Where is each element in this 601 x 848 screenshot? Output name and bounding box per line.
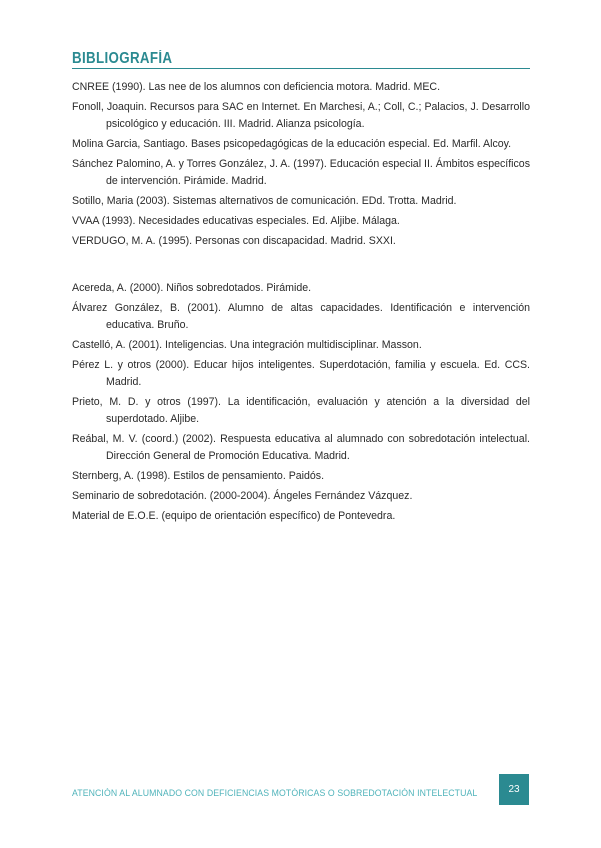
reference-entry: Sotillo, Maria (2003). Sistemas alternativos de comunicación. EDd. Trotta. Madrid. [72, 195, 457, 207]
reference-entry: Material de E.O.E. (equipo de orientación específico) de Pontevedra. [72, 510, 396, 522]
reference-entry: Álvarez González, B. (2001). Alumno de altas capacidades. Identificación e intervención educativa. Bruño. [72, 302, 530, 331]
reference-entry: Seminario de sobredotación. (2000-2004). Ángeles Fernández Vázquez. [72, 490, 413, 502]
section-heading [72, 50, 530, 69]
reference-entry: Pérez L. y otros (2000). Educar hijos inteligentes. Superdotación, familia y escuela. Ed. CCS. Madrid. [72, 359, 530, 388]
reference-entry: VVAA (1993). Necesidades educativas especiales. Ed. Aljibe. Málaga. [72, 215, 400, 227]
reference-entry: CNREE (1990). Las nee de los alumnos con deficiencia motora. Madrid. MEC. [72, 81, 441, 93]
page-number-badge: 23 [499, 774, 529, 805]
reference-entry: VERDUGO, M. A. (1995). Personas con discapacidad. Madrid. SXXI. [72, 235, 396, 247]
reference-entry: Fonoll, Joaquin. Recursos para SAC en Internet. En Marchesi, A.; Coll, C.; Palacios, J. Desarrollo psicológico y educación. III. Madrid. Alianza psicología. [72, 101, 530, 130]
group-spacer [72, 253, 530, 280]
reference-entry: Reábal, M. V. (coord.) (2002). Respuesta educativa al alumnado con sobredotación intelectual. Dirección General de Promoción Educativa. Madrid. [72, 433, 530, 462]
section-heading-text: BIBLIOGRAFÍA [72, 50, 173, 67]
reference-entry: Castelló, A. (2001). Inteligencias. Una integración multidisciplinar. Masson. [72, 339, 422, 351]
reference-entry: Prieto, M. D. y otros (1997). La identificación, evaluación y atención a la diversidad del superdotado. Aljibe. [72, 396, 530, 425]
reference-entry: Sánchez Palomino, A. y Torres González, J. A. (1997). Educación especial II. Ámbitos específicos de intervención. Pirámide. Madrid. [72, 158, 530, 187]
reference-entry: Sternberg, A. (1998). Estilos de pensamiento. Paidós. [72, 470, 325, 482]
reference-entry: Molina Garcia, Santiago. Bases psicopedagógicas de la educación especial. Ed. Marfil. Alcoy. [72, 138, 512, 150]
footer-running-title: ATENCIÓN AL ALUMNADO CON DEFICIENCIAS MOTÓRICAS O SOBREDOTACIÓN INTELECTUAL [72, 788, 478, 798]
bibliography-list [72, 79, 530, 528]
reference-entry: Acereda, A. (2000). Niños sobredotados. Pirámide. [72, 282, 312, 294]
